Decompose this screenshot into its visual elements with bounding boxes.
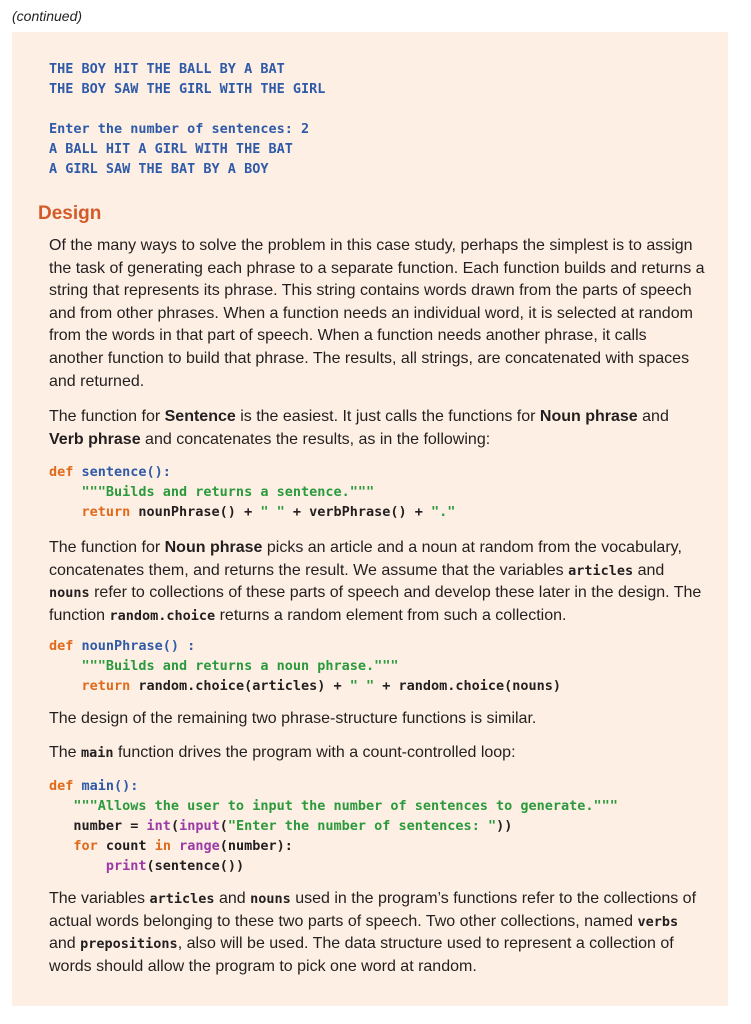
text: and [214, 890, 251, 907]
keyword: for [49, 838, 106, 854]
builtin: int [146, 818, 171, 834]
code-text: )) [496, 818, 513, 834]
code-line [49, 816, 512, 836]
keyword: return [49, 678, 139, 694]
inline-code: articles [568, 562, 634, 579]
output-line: A GIRL SAW THE BAT BY A BOY [49, 161, 269, 177]
design-paragraph-3 [49, 537, 705, 627]
inline-code: nouns [250, 891, 291, 907]
code-text: ( [170, 818, 180, 834]
code-line [49, 836, 293, 856]
text: returns a random element from such a collection. [215, 606, 567, 624]
code-text: (sentence()) [146, 858, 245, 874]
docstring: """Builds and returns a sentence.""" [49, 484, 375, 500]
design-paragraph-4: The design of the remaining two phrase-structure functions is similar. [49, 710, 537, 727]
code-text: nounPhrase() + [138, 504, 261, 520]
design-paragraph-1: Of the many ways to solve the problem in this case study, perhaps the simplest is to assign the task of generating each phrase to a separate function. Each function builds and returns a string that represents its phrase. This string contains words drawn from the parts of speech and from other phrases. When a function needs an individual word, it is selected at random from the words in that part of speech. When a function needs another phrase, it calls another function to build that phrase. The results, all strings, are concatenated with spaces and returned. [49, 237, 705, 390]
design-paragraph-6 [49, 888, 705, 978]
code-line [49, 502, 455, 522]
term-sentence: Sentence [164, 408, 236, 425]
text: and concatenates the results, as in the following: [140, 430, 491, 448]
code-line [49, 636, 195, 656]
text: and [49, 935, 81, 953]
code-text: + random.choice(nouns) [374, 678, 562, 694]
text: picks an article and a noun at random from the vocabulary, concatenates them, and returns the result. We assume that the variables [49, 539, 682, 579]
function-name: nounPhrase() : [81, 638, 196, 654]
design-heading: Design [38, 203, 102, 224]
text: The function for [49, 539, 165, 556]
builtin: input [179, 818, 220, 834]
keyword: in [154, 838, 180, 854]
builtin: print [49, 858, 147, 874]
function-name: main(): [81, 778, 139, 794]
code-text: (number): [219, 838, 293, 854]
inline-code: verbs [637, 913, 679, 930]
text: function drives the program with a count-controlled loop: [113, 744, 516, 761]
design-paragraph-2 [49, 406, 705, 451]
code-line [49, 856, 244, 876]
output-line: A BALL HIT A GIRL WITH THE BAT [49, 141, 293, 157]
builtin: range [179, 838, 220, 854]
text: is the easiest. It just calls the functions for [235, 408, 540, 425]
inline-code: random.choice [109, 607, 216, 624]
inline-code: main [81, 745, 114, 761]
text: and [637, 408, 669, 425]
code-line [49, 776, 138, 796]
term-noun-phrase: Noun phrase [539, 408, 638, 425]
docstring: """Builds and returns a noun phrase.""" [49, 658, 399, 674]
keyword: def [49, 638, 82, 654]
function-name: sentence(): [81, 464, 171, 480]
output-line: THE BOY HIT THE BALL BY A BAT [49, 61, 285, 77]
continued-label: (continued) [12, 8, 83, 24]
output-line: Enter the number of sentences: 2 [49, 121, 310, 137]
string-literal: "Enter the number of sentences: " [227, 818, 497, 834]
keyword: def [49, 464, 82, 480]
code-text: number = [49, 818, 147, 834]
keyword: return [49, 504, 139, 520]
inline-code: articles [149, 891, 215, 907]
text: used in the program’s functions refer to the collections of actual words belonging to these two parts of speech. Two other collections, named [49, 890, 697, 930]
text: refer to collections of these parts of speech and develop these later in the design. The function [49, 584, 702, 624]
string-literal: " " [260, 504, 285, 520]
text: The function for [49, 408, 165, 425]
string-literal: " " [349, 678, 375, 694]
text: and [633, 561, 665, 579]
output-line: THE BOY SAW THE GIRL WITH THE GIRL [49, 81, 326, 97]
text: The variables [49, 890, 150, 907]
code-text: + verbPhrase() + [284, 504, 432, 520]
code-text: random.choice(articles) + [138, 678, 350, 694]
term-noun-phrase: Noun phrase [164, 539, 263, 556]
inline-code: prepositions [80, 936, 178, 953]
code-line [49, 676, 561, 696]
design-paragraph-5 [49, 742, 705, 765]
code-text: ( [219, 818, 228, 834]
text: , also will be used. The data structure used to represent a collection of words should allow the program to pick one word at random. [49, 935, 674, 975]
term-verb-phrase: Verb phrase [49, 430, 141, 448]
text: The [49, 744, 82, 761]
docstring: """Allows the user to input the number of sentences to generate.""" [49, 798, 618, 814]
code-text: count [105, 838, 155, 854]
code-line [49, 462, 171, 482]
string-literal: "." [431, 504, 456, 520]
keyword: def [49, 778, 82, 794]
inline-code: nouns [49, 585, 90, 602]
